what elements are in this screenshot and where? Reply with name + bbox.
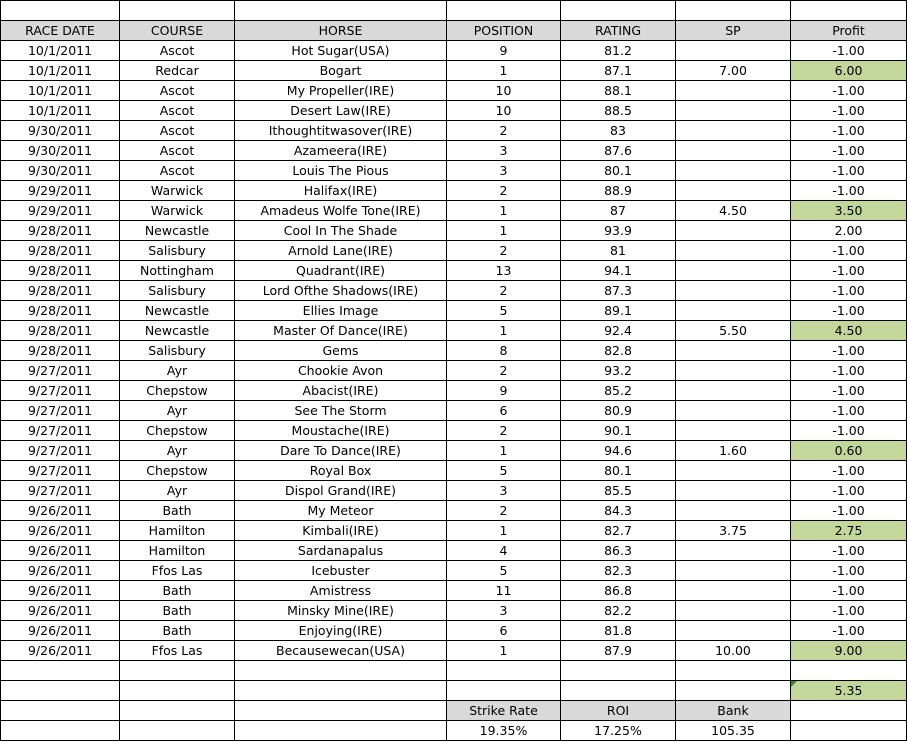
course-cell[interactable]: Newcastle	[120, 321, 235, 341]
cell[interactable]	[561, 681, 676, 701]
sp-cell[interactable]	[676, 241, 791, 261]
profit-cell[interactable]: -1.00	[791, 621, 907, 641]
sp-cell[interactable]: 7.00	[676, 61, 791, 81]
race-date-cell[interactable]: 9/28/2011	[1, 281, 120, 301]
position-cell[interactable]: 6	[447, 401, 561, 421]
position-cell[interactable]: 1	[447, 201, 561, 221]
horse-cell[interactable]: Kimbali(IRE)	[235, 521, 447, 541]
rating-cell[interactable]: 87.1	[561, 61, 676, 81]
profit-cell[interactable]: -1.00	[791, 361, 907, 381]
horse-cell[interactable]: Royal Box	[235, 461, 447, 481]
sp-cell[interactable]	[676, 361, 791, 381]
course-cell[interactable]: Hamilton	[120, 521, 235, 541]
total-profit-cell[interactable]	[791, 681, 907, 701]
course-cell[interactable]: Bath	[120, 581, 235, 601]
rating-cell[interactable]: 80.1	[561, 161, 676, 181]
rating-cell[interactable]: 87.6	[561, 141, 676, 161]
table-row	[1, 521, 907, 541]
table-row	[1, 501, 907, 521]
course-cell[interactable]: Salisbury	[120, 241, 235, 261]
position-cell[interactable]: 3	[447, 141, 561, 161]
horse-cell[interactable]: Desert Law(IRE)	[235, 101, 447, 121]
course-cell[interactable]: Ascot	[120, 41, 235, 61]
table-row	[1, 361, 907, 381]
horse-cell[interactable]: Amadeus Wolfe Tone(IRE)	[235, 201, 447, 221]
course-cell[interactable]: Ffos Las	[120, 561, 235, 581]
table-row	[1, 121, 907, 141]
horse-cell[interactable]: Master Of Dance(IRE)	[235, 321, 447, 341]
cell[interactable]	[235, 701, 447, 721]
position-cell[interactable]: 1	[447, 321, 561, 341]
course-cell[interactable]: Ayr	[120, 481, 235, 501]
horse-cell[interactable]: Cool In The Shade	[235, 221, 447, 241]
table-row	[1, 441, 907, 461]
profit-cell[interactable]: -1.00	[791, 381, 907, 401]
position-cell[interactable]: 1	[447, 441, 561, 461]
header-horse[interactable]: HORSE	[235, 21, 447, 41]
empty-row	[1, 661, 907, 681]
profit-cell[interactable]: -1.00	[791, 301, 907, 321]
rating-cell[interactable]: 81.8	[561, 621, 676, 641]
cell[interactable]	[1, 701, 120, 721]
sp-cell[interactable]	[676, 561, 791, 581]
profit-cell[interactable]: 6.00	[791, 61, 907, 81]
formula-indicator-icon	[791, 681, 797, 687]
rating-cell[interactable]: 86.8	[561, 581, 676, 601]
course-cell[interactable]: Ascot	[120, 81, 235, 101]
rating-cell[interactable]: 87.9	[561, 641, 676, 661]
profit-cell[interactable]: -1.00	[791, 461, 907, 481]
position-cell[interactable]: 5	[447, 301, 561, 321]
race-date-cell[interactable]: 9/26/2011	[1, 561, 120, 581]
profit-cell[interactable]: -1.00	[791, 261, 907, 281]
sp-cell[interactable]	[676, 261, 791, 281]
rating-cell[interactable]: 94.1	[561, 261, 676, 281]
course-cell[interactable]: Ayr	[120, 361, 235, 381]
course-cell[interactable]: Chepstow	[120, 381, 235, 401]
race-date-cell[interactable]: 9/28/2011	[1, 301, 120, 321]
table-row	[1, 261, 907, 281]
sp-cell[interactable]	[676, 41, 791, 61]
sp-cell[interactable]	[676, 541, 791, 561]
profit-cell[interactable]: -1.00	[791, 561, 907, 581]
position-cell[interactable]: 13	[447, 261, 561, 281]
rating-cell[interactable]: 90.1	[561, 421, 676, 441]
sp-cell[interactable]	[676, 161, 791, 181]
position-cell[interactable]: 5	[447, 561, 561, 581]
cell[interactable]	[676, 681, 791, 701]
header-rating[interactable]: RATING	[561, 21, 676, 41]
position-cell[interactable]: 2	[447, 501, 561, 521]
table-row	[1, 141, 907, 161]
cell[interactable]	[447, 681, 561, 701]
rating-cell[interactable]: 89.1	[561, 301, 676, 321]
position-cell[interactable]: 5	[447, 461, 561, 481]
position-cell[interactable]: 1	[447, 641, 561, 661]
profit-cell[interactable]: -1.00	[791, 501, 907, 521]
cell[interactable]	[120, 721, 235, 741]
header-race-date[interactable]: RACE DATE	[1, 21, 120, 41]
position-cell[interactable]: 2	[447, 181, 561, 201]
horse-cell[interactable]: Ellies Image	[235, 301, 447, 321]
race-date-cell[interactable]: 9/29/2011	[1, 181, 120, 201]
sp-cell[interactable]: 5.50	[676, 321, 791, 341]
course-cell[interactable]: Salisbury	[120, 281, 235, 301]
position-cell[interactable]: 3	[447, 601, 561, 621]
course-cell[interactable]: Bath	[120, 621, 235, 641]
rating-cell[interactable]: 94.6	[561, 441, 676, 461]
cell[interactable]	[676, 1, 791, 21]
sp-cell[interactable]	[676, 181, 791, 201]
table-row	[1, 421, 907, 441]
race-date-cell[interactable]: 9/27/2011	[1, 401, 120, 421]
horse-cell[interactable]: Halifax(IRE)	[235, 181, 447, 201]
profit-cell[interactable]: -1.00	[791, 541, 907, 561]
header-position[interactable]: POSITION	[447, 21, 561, 41]
table-row	[1, 61, 907, 81]
table-row	[1, 181, 907, 201]
profit-cell[interactable]: -1.00	[791, 481, 907, 501]
course-cell[interactable]: Ascot	[120, 161, 235, 181]
sp-cell[interactable]	[676, 401, 791, 421]
horse-cell[interactable]: Sardanapalus	[235, 541, 447, 561]
race-date-cell[interactable]: 9/26/2011	[1, 621, 120, 641]
profit-cell[interactable]: -1.00	[791, 81, 907, 101]
race-date-cell[interactable]: 9/30/2011	[1, 121, 120, 141]
course-cell[interactable]: Salisbury	[120, 341, 235, 361]
rating-cell[interactable]: 86.3	[561, 541, 676, 561]
horse-cell[interactable]: Becausewecan(USA)	[235, 641, 447, 661]
race-date-cell[interactable]: 9/30/2011	[1, 161, 120, 181]
position-cell[interactable]: 2	[447, 241, 561, 261]
cell[interactable]	[1, 681, 120, 701]
course-cell[interactable]: Ascot	[120, 141, 235, 161]
course-cell[interactable]: Bath	[120, 501, 235, 521]
table-row	[1, 101, 907, 121]
table-row	[1, 481, 907, 501]
sp-cell[interactable]: 4.50	[676, 201, 791, 221]
race-date-cell[interactable]: 9/26/2011	[1, 581, 120, 601]
horse-cell[interactable]: Abacist(IRE)	[235, 381, 447, 401]
rating-cell[interactable]: 83	[561, 121, 676, 141]
course-cell[interactable]: Ayr	[120, 401, 235, 421]
race-date-cell[interactable]: 9/29/2011	[1, 201, 120, 221]
cell[interactable]	[561, 661, 676, 681]
rating-cell[interactable]: 82.7	[561, 521, 676, 541]
race-date-cell[interactable]: 9/26/2011	[1, 521, 120, 541]
rating-cell[interactable]: 82.2	[561, 601, 676, 621]
cell[interactable]	[1, 721, 120, 741]
horse-cell[interactable]: My Propeller(IRE)	[235, 81, 447, 101]
sp-cell[interactable]	[676, 421, 791, 441]
cell[interactable]	[235, 661, 447, 681]
bank-label[interactable]: Bank	[676, 701, 791, 721]
position-cell[interactable]: 1	[447, 521, 561, 541]
sp-cell[interactable]	[676, 81, 791, 101]
position-cell[interactable]: 10	[447, 81, 561, 101]
course-cell[interactable]: Bath	[120, 601, 235, 621]
profit-cell[interactable]: 2.75	[791, 521, 907, 541]
race-date-cell[interactable]: 9/28/2011	[1, 261, 120, 281]
race-date-cell[interactable]: 9/27/2011	[1, 421, 120, 441]
table-row	[1, 81, 907, 101]
race-date-cell[interactable]: 10/1/2011	[1, 81, 120, 101]
horse-cell[interactable]: Ithoughtitwasover(IRE)	[235, 121, 447, 141]
cell[interactable]	[120, 1, 235, 21]
race-date-cell[interactable]: 9/28/2011	[1, 321, 120, 341]
position-cell[interactable]: 2	[447, 421, 561, 441]
table-row	[1, 241, 907, 261]
race-date-cell[interactable]: 10/1/2011	[1, 101, 120, 121]
table-row	[1, 161, 907, 181]
course-cell[interactable]: Newcastle	[120, 301, 235, 321]
cell[interactable]	[120, 701, 235, 721]
rating-cell[interactable]: 88.5	[561, 101, 676, 121]
position-cell[interactable]: 2	[447, 121, 561, 141]
profit-cell[interactable]: -1.00	[791, 41, 907, 61]
profit-cell[interactable]: -1.00	[791, 581, 907, 601]
race-date-cell[interactable]: 9/27/2011	[1, 461, 120, 481]
header-sp[interactable]: SP	[676, 21, 791, 41]
profit-cell[interactable]: -1.00	[791, 241, 907, 261]
horse-cell[interactable]: See The Storm	[235, 401, 447, 421]
race-date-cell[interactable]: 9/30/2011	[1, 141, 120, 161]
sp-cell[interactable]: 10.00	[676, 641, 791, 661]
position-cell[interactable]: 4	[447, 541, 561, 561]
profit-cell[interactable]: 2.00	[791, 221, 907, 241]
rating-cell[interactable]: 93.2	[561, 361, 676, 381]
cell[interactable]	[791, 721, 907, 741]
horse-cell[interactable]: Minsky Mine(IRE)	[235, 601, 447, 621]
course-cell[interactable]: Ffos Las	[120, 641, 235, 661]
profit-cell[interactable]: -1.00	[791, 421, 907, 441]
rating-cell[interactable]: 88.1	[561, 81, 676, 101]
sp-cell[interactable]	[676, 341, 791, 361]
position-cell[interactable]: 9	[447, 381, 561, 401]
horse-cell[interactable]: Arnold Lane(IRE)	[235, 241, 447, 261]
table-row	[1, 641, 907, 661]
cell[interactable]	[447, 1, 561, 21]
cell[interactable]	[1, 661, 120, 681]
sp-cell[interactable]	[676, 281, 791, 301]
rating-cell[interactable]: 87.3	[561, 281, 676, 301]
rating-cell[interactable]: 93.9	[561, 221, 676, 241]
course-cell[interactable]: Ascot	[120, 121, 235, 141]
horse-cell[interactable]: Icebuster	[235, 561, 447, 581]
race-date-cell[interactable]: 9/26/2011	[1, 541, 120, 561]
race-date-cell[interactable]: 9/26/2011	[1, 641, 120, 661]
rating-cell[interactable]: 81	[561, 241, 676, 261]
profit-cell[interactable]: -1.00	[791, 181, 907, 201]
table-row	[1, 621, 907, 641]
course-cell[interactable]: Nottingham	[120, 261, 235, 281]
cell[interactable]	[120, 681, 235, 701]
sp-cell[interactable]	[676, 601, 791, 621]
cell[interactable]	[235, 681, 447, 701]
profit-cell[interactable]: 9.00	[791, 641, 907, 661]
horse-cell[interactable]: Dare To Dance(IRE)	[235, 441, 447, 461]
sp-cell[interactable]: 3.75	[676, 521, 791, 541]
rating-cell[interactable]: 82.8	[561, 341, 676, 361]
table-row	[1, 461, 907, 481]
horse-cell[interactable]: Amistress	[235, 581, 447, 601]
cell[interactable]	[447, 661, 561, 681]
cell[interactable]	[791, 1, 907, 21]
sp-cell[interactable]	[676, 101, 791, 121]
rating-cell[interactable]: 85.2	[561, 381, 676, 401]
table-row	[1, 401, 907, 421]
header-row	[1, 21, 907, 41]
race-date-cell[interactable]: 10/1/2011	[1, 61, 120, 81]
race-date-cell[interactable]: 9/28/2011	[1, 241, 120, 261]
header-profit[interactable]: Profit	[791, 21, 907, 41]
profit-cell[interactable]: -1.00	[791, 121, 907, 141]
sp-cell[interactable]	[676, 481, 791, 501]
rating-cell[interactable]: 87	[561, 201, 676, 221]
header-course[interactable]: COURSE	[120, 21, 235, 41]
summary-label-row	[1, 701, 907, 721]
horse-cell[interactable]: My Meteor	[235, 501, 447, 521]
horse-cell[interactable]: Lord Ofthe Shadows(IRE)	[235, 281, 447, 301]
rating-cell[interactable]: 92.4	[561, 321, 676, 341]
position-cell[interactable]: 8	[447, 341, 561, 361]
bank-value[interactable]: 105.35	[676, 721, 791, 741]
cell[interactable]	[235, 721, 447, 741]
race-date-cell[interactable]: 9/26/2011	[1, 601, 120, 621]
rating-cell[interactable]: 88.9	[561, 181, 676, 201]
roi-value[interactable]: 17.25%	[561, 721, 676, 741]
race-date-cell[interactable]: 9/28/2011	[1, 221, 120, 241]
strike-rate-value[interactable]: 19.35%	[447, 721, 561, 741]
table-row	[1, 541, 907, 561]
sp-cell[interactable]	[676, 121, 791, 141]
profit-cell[interactable]: -1.00	[791, 601, 907, 621]
sp-cell[interactable]	[676, 501, 791, 521]
rating-cell[interactable]: 84.3	[561, 501, 676, 521]
profit-cell[interactable]: -1.00	[791, 101, 907, 121]
total-profit-value: 5.35	[834, 683, 863, 698]
course-cell[interactable]: Chepstow	[120, 461, 235, 481]
profit-cell[interactable]: -1.00	[791, 281, 907, 301]
profit-cell[interactable]: -1.00	[791, 401, 907, 421]
course-cell[interactable]: Newcastle	[120, 221, 235, 241]
race-date-cell[interactable]: 10/1/2011	[1, 41, 120, 61]
empty-top-row	[1, 1, 907, 21]
sp-cell[interactable]	[676, 621, 791, 641]
course-cell[interactable]: Warwick	[120, 201, 235, 221]
sp-cell[interactable]	[676, 221, 791, 241]
horse-cell[interactable]: Azameera(IRE)	[235, 141, 447, 161]
horse-cell[interactable]: Bogart	[235, 61, 447, 81]
table-row	[1, 321, 907, 341]
race-date-cell[interactable]: 9/27/2011	[1, 381, 120, 401]
cell[interactable]	[120, 661, 235, 681]
table-row	[1, 301, 907, 321]
sp-cell[interactable]	[676, 301, 791, 321]
sp-cell[interactable]: 1.60	[676, 441, 791, 461]
horse-cell[interactable]: Moustache(IRE)	[235, 421, 447, 441]
sp-cell[interactable]	[676, 581, 791, 601]
position-cell[interactable]: 3	[447, 161, 561, 181]
horse-cell[interactable]: Enjoying(IRE)	[235, 621, 447, 641]
rating-cell[interactable]: 81.2	[561, 41, 676, 61]
sp-cell[interactable]	[676, 141, 791, 161]
course-cell[interactable]: Ayr	[120, 441, 235, 461]
cell[interactable]	[791, 661, 907, 681]
race-date-cell[interactable]: 9/28/2011	[1, 341, 120, 361]
profit-cell[interactable]: 4.50	[791, 321, 907, 341]
horse-cell[interactable]: Louis The Pious	[235, 161, 447, 181]
table-row	[1, 221, 907, 241]
horse-cell[interactable]: Gems	[235, 341, 447, 361]
profit-cell[interactable]: -1.00	[791, 141, 907, 161]
rating-cell[interactable]: 80.9	[561, 401, 676, 421]
horse-cell[interactable]: Chookie Avon	[235, 361, 447, 381]
table-row	[1, 581, 907, 601]
course-cell[interactable]: Chepstow	[120, 421, 235, 441]
profit-cell[interactable]: -1.00	[791, 161, 907, 181]
position-cell[interactable]: 1	[447, 221, 561, 241]
table-row	[1, 601, 907, 621]
position-cell[interactable]: 2	[447, 361, 561, 381]
race-date-cell[interactable]: 9/27/2011	[1, 481, 120, 501]
table-row	[1, 341, 907, 361]
horse-cell[interactable]: Dispol Grand(IRE)	[235, 481, 447, 501]
race-date-cell[interactable]: 9/27/2011	[1, 441, 120, 461]
cell[interactable]	[561, 1, 676, 21]
cell[interactable]	[676, 661, 791, 681]
cell[interactable]	[1, 1, 120, 21]
cell[interactable]	[235, 1, 447, 21]
total-row	[1, 681, 907, 701]
horse-cell[interactable]: Hot Sugar(USA)	[235, 41, 447, 61]
table-row	[1, 281, 907, 301]
profit-cell[interactable]: 0.60	[791, 441, 907, 461]
profit-cell[interactable]: 3.50	[791, 201, 907, 221]
course-cell[interactable]: Warwick	[120, 181, 235, 201]
position-cell[interactable]: 10	[447, 101, 561, 121]
horse-cell[interactable]: Quadrant(IRE)	[235, 261, 447, 281]
position-cell[interactable]: 6	[447, 621, 561, 641]
table-row	[1, 201, 907, 221]
cell[interactable]	[791, 701, 907, 721]
rating-cell[interactable]: 82.3	[561, 561, 676, 581]
course-cell[interactable]: Hamilton	[120, 541, 235, 561]
position-cell[interactable]: 11	[447, 581, 561, 601]
summary-value-row	[1, 721, 907, 741]
table-row	[1, 381, 907, 401]
position-cell[interactable]: 2	[447, 281, 561, 301]
position-cell[interactable]: 1	[447, 61, 561, 81]
sp-cell[interactable]	[676, 461, 791, 481]
course-cell[interactable]: Ascot	[120, 101, 235, 121]
sp-cell[interactable]	[676, 381, 791, 401]
position-cell[interactable]: 9	[447, 41, 561, 61]
race-date-cell[interactable]: 9/27/2011	[1, 361, 120, 381]
race-date-cell[interactable]: 9/26/2011	[1, 501, 120, 521]
profit-cell[interactable]: -1.00	[791, 341, 907, 361]
rating-cell[interactable]: 85.5	[561, 481, 676, 501]
table-row	[1, 561, 907, 581]
strike-rate-label[interactable]: Strike Rate	[447, 701, 561, 721]
course-cell[interactable]: Redcar	[120, 61, 235, 81]
table-row	[1, 41, 907, 61]
roi-label[interactable]: ROI	[561, 701, 676, 721]
rating-cell[interactable]: 80.1	[561, 461, 676, 481]
position-cell[interactable]: 3	[447, 481, 561, 501]
